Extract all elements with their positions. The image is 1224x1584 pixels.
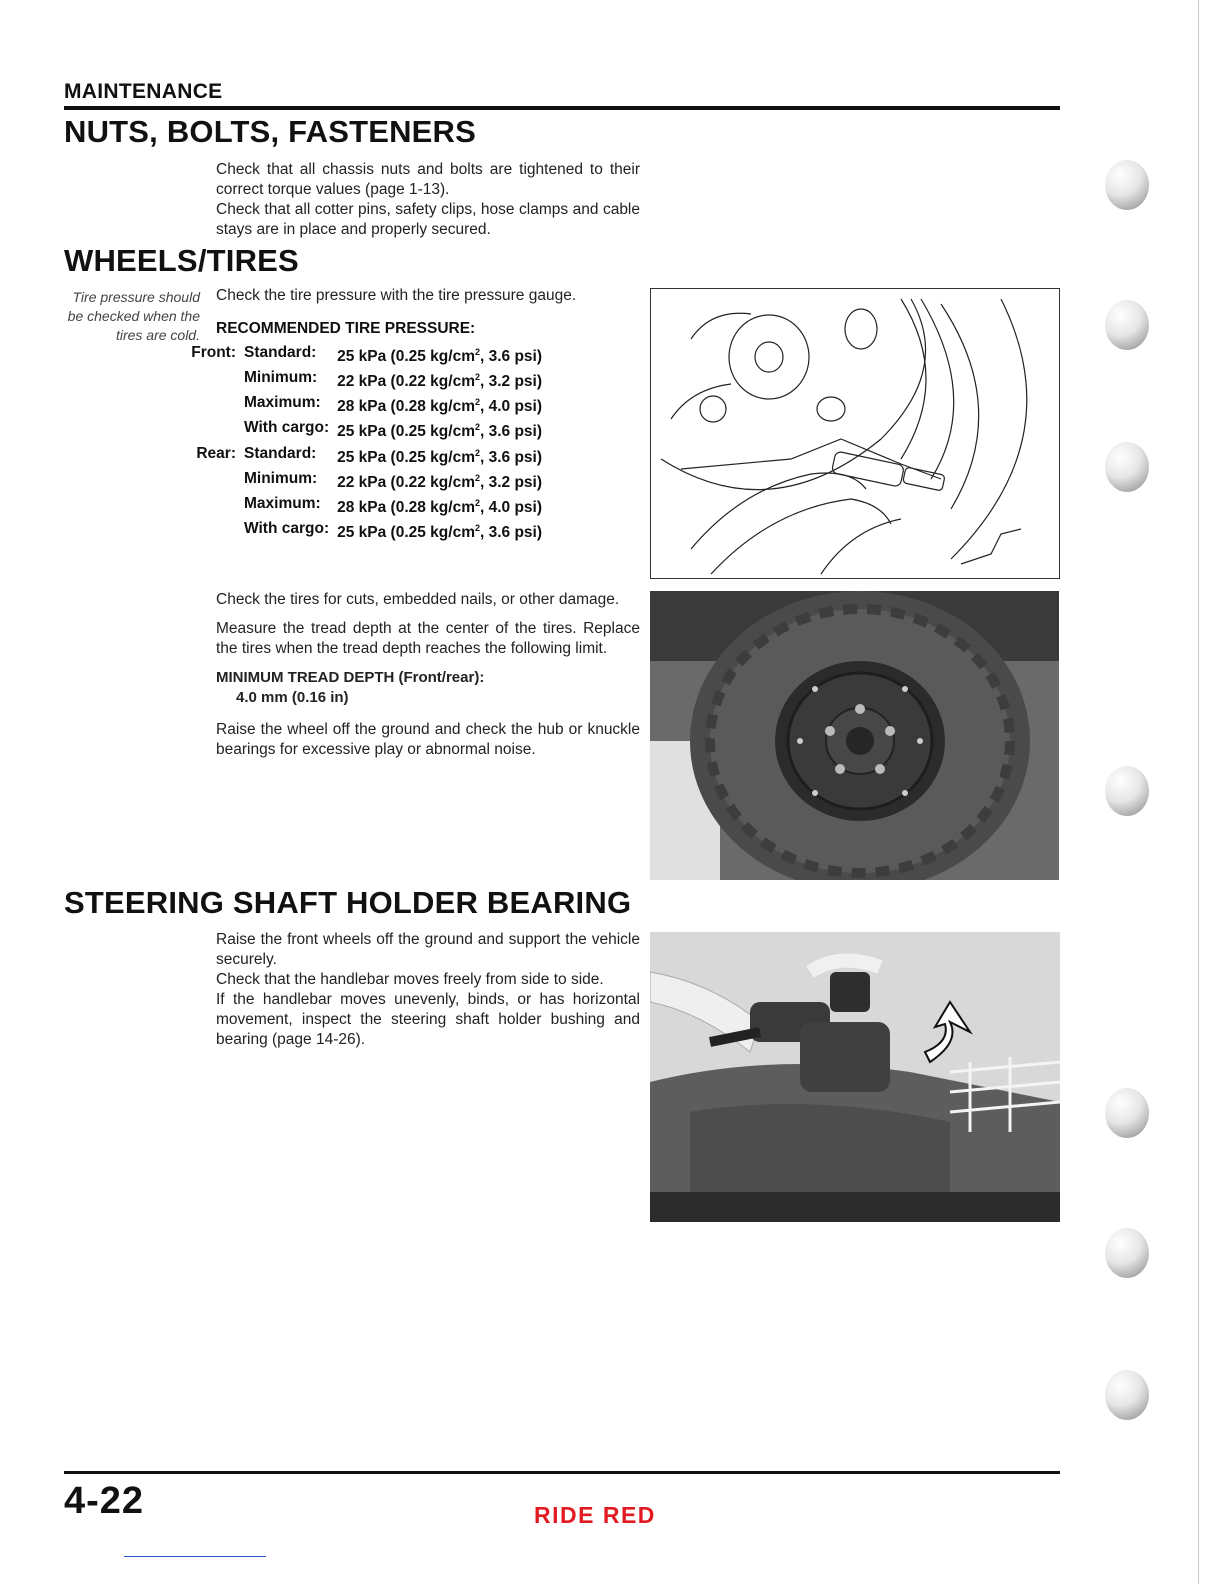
binder-hole [1105,766,1149,816]
binder-hole [1105,442,1149,492]
binder-hole [1105,160,1149,210]
spec-value: 25 kPa (0.25 $kg/cm^2$, 3.6 psi) [337,447,543,466]
tread-depth-heading: MINIMUM TREAD DEPTH (Front/rear): [216,669,485,686]
binder-hole [1105,1228,1149,1278]
nuts-paragraph-2: Check that all cotter pins, safety clips, hose clamps and cable stays are in place and properly secured. [216,201,640,238]
tread-depth-value: 4.0 mm (0.16 in) [236,689,349,706]
recommended-pressure-heading: RECOMMENDED TIRE PRESSURE: [216,320,476,337]
page-number: 4-22 [64,1480,145,1522]
spec-label: Standard: [244,344,317,361]
raise-wheel-paragraph: Raise the wheel off the ground and check the hub or knuckle bearings for excessive play or abnormal noise. [216,721,640,758]
tire-check-text [216,590,640,769]
spec-value: 22 kPa (0.22 $kg/cm^2$, 3.2 psi) [337,372,543,391]
section-label: MAINTENANCE [64,80,223,103]
check-cuts-paragraph: Check the tires for cuts, embedded nails, or other damage. [216,591,620,608]
spec-label: Maximum: [244,494,321,512]
footer-rule [64,1471,1060,1474]
spec-label: With cargo: [244,520,330,538]
rear-minimum-row [160,468,550,493]
nuts-bolts-text [216,160,640,240]
spec-value: 25 kPa (0.25 $kg/cm^2$, 3.6 psi) [337,347,543,366]
spec-value: 28 kPa (0.28 $kg/cm^2$, 4.0 psi) [337,397,543,416]
front-minimum-row [160,367,550,392]
tire-pressure-table [160,342,550,543]
steering-text [216,930,640,1050]
tire-pressure-intro: Check the tire pressure with the tire pressure gauge. [216,287,577,304]
rear-maximum-row [160,493,550,518]
binder-hole [1105,1088,1149,1138]
binder-hole [1105,1370,1149,1420]
binder-hole [1105,300,1149,350]
spec-value: 28 kPa (0.28 $kg/cm^2$, 4.0 psi) [337,497,543,517]
spec-label: Minimum: [244,369,318,387]
tire-gauge-drawing [651,289,1059,578]
wheels-tires-heading: WHEELS/TIRES [64,243,299,278]
front-standard-row [160,342,550,367]
wheel-photo-drawing [650,591,1059,880]
page-edge-line [1198,0,1199,1584]
tire-pressure-margin-note: Tire pressure should be checked when the tires are cold. [67,289,200,343]
spec-value: 22 kPa (0.22 $kg/cm^2$, 3.2 psi) [337,472,543,491]
front-maximum-row [160,392,550,417]
spec-value: 25 kPa (0.25 $kg/cm^2$, 3.6 psi) [337,422,543,441]
nuts-bolts-heading: NUTS, BOLTS, FASTENERS [64,114,477,149]
spec-value: 25 kPa (0.25 $kg/cm^2$, 3.6 psi) [337,523,543,542]
brand-logo: RIDE RED [534,1502,656,1528]
tire-gauge-illustration [650,288,1060,579]
rear-cargo-row [160,518,550,543]
steering-paragraph-2: Check that the handlebar moves freely from side to side. [216,971,604,988]
rear-standard-row [160,443,550,468]
header-rule [64,106,1060,110]
steering-paragraph-3: If the handlebar moves unevenly, binds, or has horizontal movement, inspect the steering shaft holder bushing and bearing (page 14-26). [216,991,640,1048]
spec-label: With cargo: [244,419,330,437]
front-label: Front: [191,344,236,361]
front-cargo-row [160,417,550,442]
wheel-photo [650,591,1059,880]
rear-label: Rear: [196,444,236,462]
spec-label: Maximum: [244,394,321,412]
tread-depth-paragraph: Measure the tread depth at the center of the tires. Replace the tires when the tread depth reaches the following limit. [216,620,640,657]
steering-heading: STEERING SHAFT HOLDER BEARING [64,885,632,920]
handlebar-photo-drawing [650,932,1060,1222]
spec-label: Minimum: [244,469,318,487]
nuts-paragraph-1: Check that all chassis nuts and bolts are tightened to their correct torque values (page 1-13). [216,161,640,198]
handlebar-photo [650,932,1060,1222]
spec-label: Standard: [244,444,317,462]
bottom-link-underline[interactable] [124,1556,266,1557]
steering-paragraph-1: Raise the front wheels off the ground and support the vehicle securely. [216,931,640,968]
